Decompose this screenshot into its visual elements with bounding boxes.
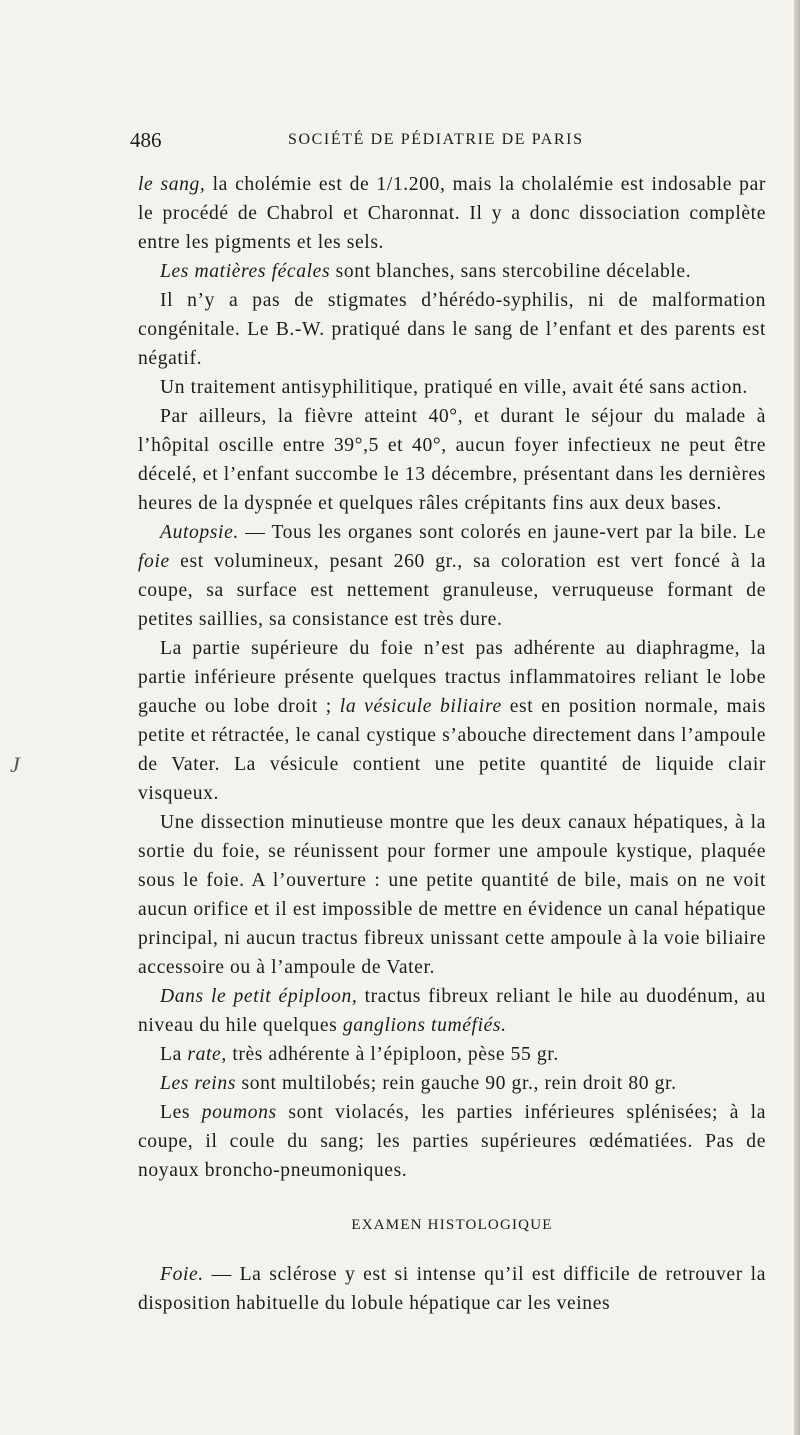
paragraph-11	[138, 1069, 766, 1098]
paragraph-text: la cholémie est de 1/1.200, mais la cholalémie est indosable par le procédé de Chabrol et Charonnat. Il y a donc dissociation complète entre les pigments et les sels.	[138, 174, 766, 253]
paragraph-text: — La sclérose y est si intense qu’il est difficile de retrouver la disposition habituelle du lobule hépatique car les veines	[138, 1264, 766, 1314]
paragraph-8	[138, 808, 766, 982]
paragraph-text: tractus fibreux reliant le hile au duodénum, au niveau du hile quelques	[138, 986, 766, 1036]
body-text	[138, 170, 766, 1318]
paragraph-2	[138, 257, 766, 286]
paragraph-7	[138, 634, 766, 808]
paragraph-1	[138, 170, 766, 257]
paragraph-text: Il n’y a pas de stigmates d’hérédo-syphilis, ni de malformation congénitale. Le B.-W. pratiqué dans le sang de l’enfant et des parents est négatif.	[138, 290, 766, 369]
italic-term: poumons	[201, 1102, 277, 1123]
italic-term: ganglions tuméfiés.	[342, 1015, 507, 1036]
paragraph-text: sont violacés, les parties inférieures splénisées; à la coupe, il coule du sang; les parties supérieures œdématiées. Pas de noyaux broncho-pneumoniques.	[138, 1102, 766, 1181]
paragraph-text: sont blanches, sans stercobiline décelable.	[330, 261, 692, 282]
paragraph-text: La partie supérieure du foie n’est pas adhérente au diaphragme, la partie inférieure présente quelques tractus inflammatoires reliant le lobe gauche ou lobe droit ;	[138, 638, 766, 717]
italic-term: Les reins	[160, 1073, 236, 1094]
paragraph-text: Un traitement antisyphilitique, pratiqué en ville, avait été sans action.	[160, 377, 748, 398]
paragraph-text: est en position normale, mais petite et rétractée, le canal cystique s’abouche directement dans l’ampoule de Vater. La vésicule contient une petite quantité de liquide clair visqueux.	[138, 696, 766, 804]
italic-term: foie	[138, 551, 170, 572]
paragraph-text: La	[160, 1044, 188, 1065]
paragraph-5	[138, 402, 766, 518]
italic-term: rate,	[187, 1044, 227, 1065]
paragraph-3	[138, 286, 766, 373]
paragraph-text: très adhérente à l’épiploon, pèse 55 gr.	[226, 1044, 559, 1065]
italic-term: Foie.	[160, 1264, 204, 1285]
paragraph-9	[138, 982, 766, 1040]
paragraph-text: — Tous les organes sont colorés en jaune-vert par la bile. Le	[238, 522, 766, 543]
paragraph-4	[138, 373, 766, 402]
page-number: 486	[130, 128, 162, 152]
italic-term: le sang,	[138, 174, 206, 195]
italic-term: Les matières fécales	[160, 261, 331, 282]
paragraph-text: Une dissection minutieuse montre que les deux canaux hépatiques, à la sortie du foie, se réunissent pour former une ampoule kystique, plaquée sous le foie. A l’ouverture : une petite quantité de bile, mais on ne voit aucun orifice et il est impossible de mettre en évidence un canal hépatique principal, ni aucun tractus fibreux unissant cette ampoule à la voie biliaire accessoire ou à l’ampoule de Vater.	[138, 812, 766, 978]
paragraph-10	[138, 1040, 766, 1069]
section-heading: EXAMEN HISTOLOGIQUE	[351, 1217, 553, 1233]
margin-annotation: J	[10, 752, 20, 777]
paragraph-13	[138, 1260, 766, 1318]
page-edge	[794, 0, 800, 1435]
italic-term: la vésicule biliaire	[339, 696, 502, 717]
paragraph-12	[138, 1098, 766, 1185]
running-header	[130, 128, 770, 154]
italic-term: Autopsie.	[160, 522, 239, 543]
italic-term: Dans le petit épiploon,	[160, 986, 358, 1007]
paragraph-autopsie	[138, 518, 766, 634]
paragraph-text: sont multilobés; rein gauche 90 gr., rein droit 80 gr.	[235, 1073, 677, 1094]
paragraph-text: Par ailleurs, la fièvre atteint 40°, et durant le séjour du malade à l’hôpital oscille entre 39°,5 et 40°, aucun foyer infectieux ne peut être décelé, et l’enfant succombe le 13 décembre, présentant dans les dernières heures de la dyspnée et quelques râles crépitants fins aux deux bases.	[138, 406, 766, 514]
running-title: SOCIÉTÉ DE PÉDIATRIE DE PARIS	[288, 131, 584, 148]
paragraph-text: est volumineux, pesant 260 gr., sa coloration est vert foncé à la coupe, sa surface est nettement granuleuse, verruqueuse formant de petites saillies, sa consistance est très dure.	[138, 551, 766, 630]
paragraph-text: Les	[160, 1102, 202, 1123]
